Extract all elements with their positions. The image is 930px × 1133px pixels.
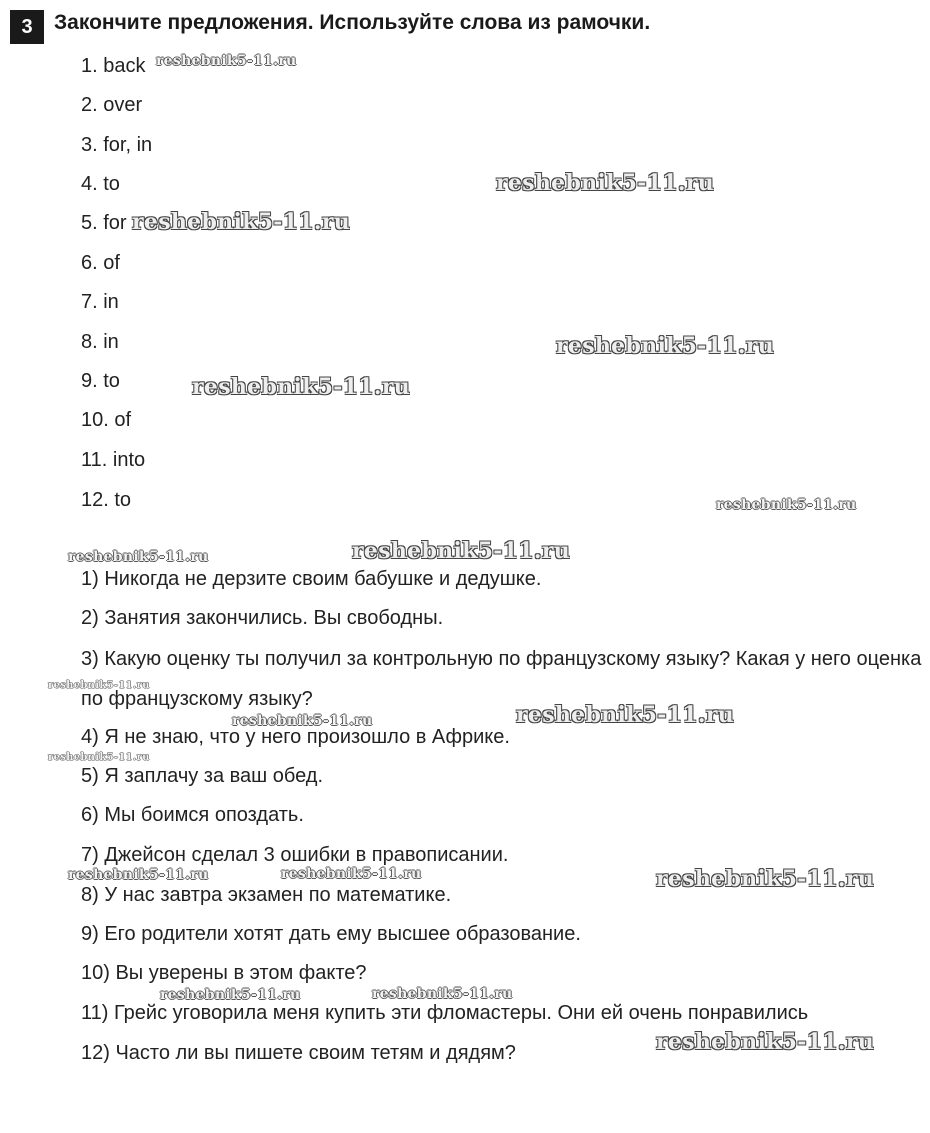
answer-item: 12. to (81, 489, 132, 511)
answer-item: 7. in (81, 291, 119, 313)
watermark: reshebnik5-11.ru (496, 170, 715, 196)
watermark: reshebnik5-11.ru (68, 867, 209, 883)
translation-item: 9) Его родители хотят дать ему высшее образование. (81, 923, 581, 945)
watermark: reshebnik5-11.ru (48, 680, 150, 691)
watermark: reshebnik5-11.ru (352, 538, 571, 564)
watermark: reshebnik5-11.ru (656, 866, 875, 892)
watermark: reshebnik5-11.ru (372, 986, 513, 1002)
answer-item: 2. over (81, 94, 143, 116)
watermark: reshebnik5-11.ru (160, 987, 301, 1003)
watermark: reshebnik5-11.ru (281, 866, 422, 882)
translation-item: 7) Джейсон сделал 3 ошибки в правописании. (81, 844, 509, 866)
watermark: reshebnik5-11.ru (68, 549, 209, 565)
translation-item: 12) Часто ли вы пишете своим тетям и дядям? (81, 1042, 516, 1064)
answer-item: 6. of (81, 252, 120, 274)
watermark: reshebnik5-11.ru (132, 209, 351, 235)
translation-item: 8) У нас завтра экзамен по математике. (81, 884, 452, 906)
answer-item: 3. for, in (81, 134, 153, 156)
answer-item: 5. for (81, 212, 127, 234)
watermark: reshebnik5-11.ru (656, 1029, 875, 1055)
translation-item: 1) Никогда не дерзите своим бабушке и дедушке. (81, 568, 542, 590)
answer-item: 8. in (81, 331, 119, 353)
answer-item: 11. into (81, 449, 146, 471)
watermark: reshebnik5-11.ru (48, 752, 150, 763)
answer-item: 10. of (81, 409, 132, 431)
watermark: reshebnik5-11.ru (516, 702, 735, 728)
watermark: reshebnik5-11.ru (556, 333, 775, 359)
answer-item: 4. to (81, 173, 120, 195)
translation-item: 10) Вы уверены в этом факте? (81, 962, 367, 984)
watermark: reshebnik5-11.ru (192, 374, 411, 400)
watermark: reshebnik5-11.ru (716, 497, 857, 513)
translation-item: 5) Я заплачу за ваш обед. (81, 765, 324, 787)
translation-item: 11) Грейс уговорила меня купить эти фломастеры. Они ей очень понравились (81, 1002, 809, 1024)
translation-item: 6) Мы боимся опоздать. (81, 804, 304, 826)
watermark: reshebnik5-11.ru (232, 713, 373, 729)
answer-item: 1. back (81, 55, 146, 77)
task-number-badge: 3 (10, 10, 44, 44)
translation-item: 2) Занятия закончились. Вы свободны. (81, 607, 444, 629)
task-title: Закончите предложения. Используйте слова из рамочки. (54, 11, 651, 34)
watermark: reshebnik5-11.ru (156, 53, 297, 69)
answer-item: 9. to (81, 370, 120, 392)
translation-item: 4) Я не знаю, что у него произошло в Африке. (81, 726, 510, 748)
translation-item: 3) Какую оценку ты получил за контрольную по французскому языку? Какая у него оценка по французскому языку? (81, 648, 922, 710)
